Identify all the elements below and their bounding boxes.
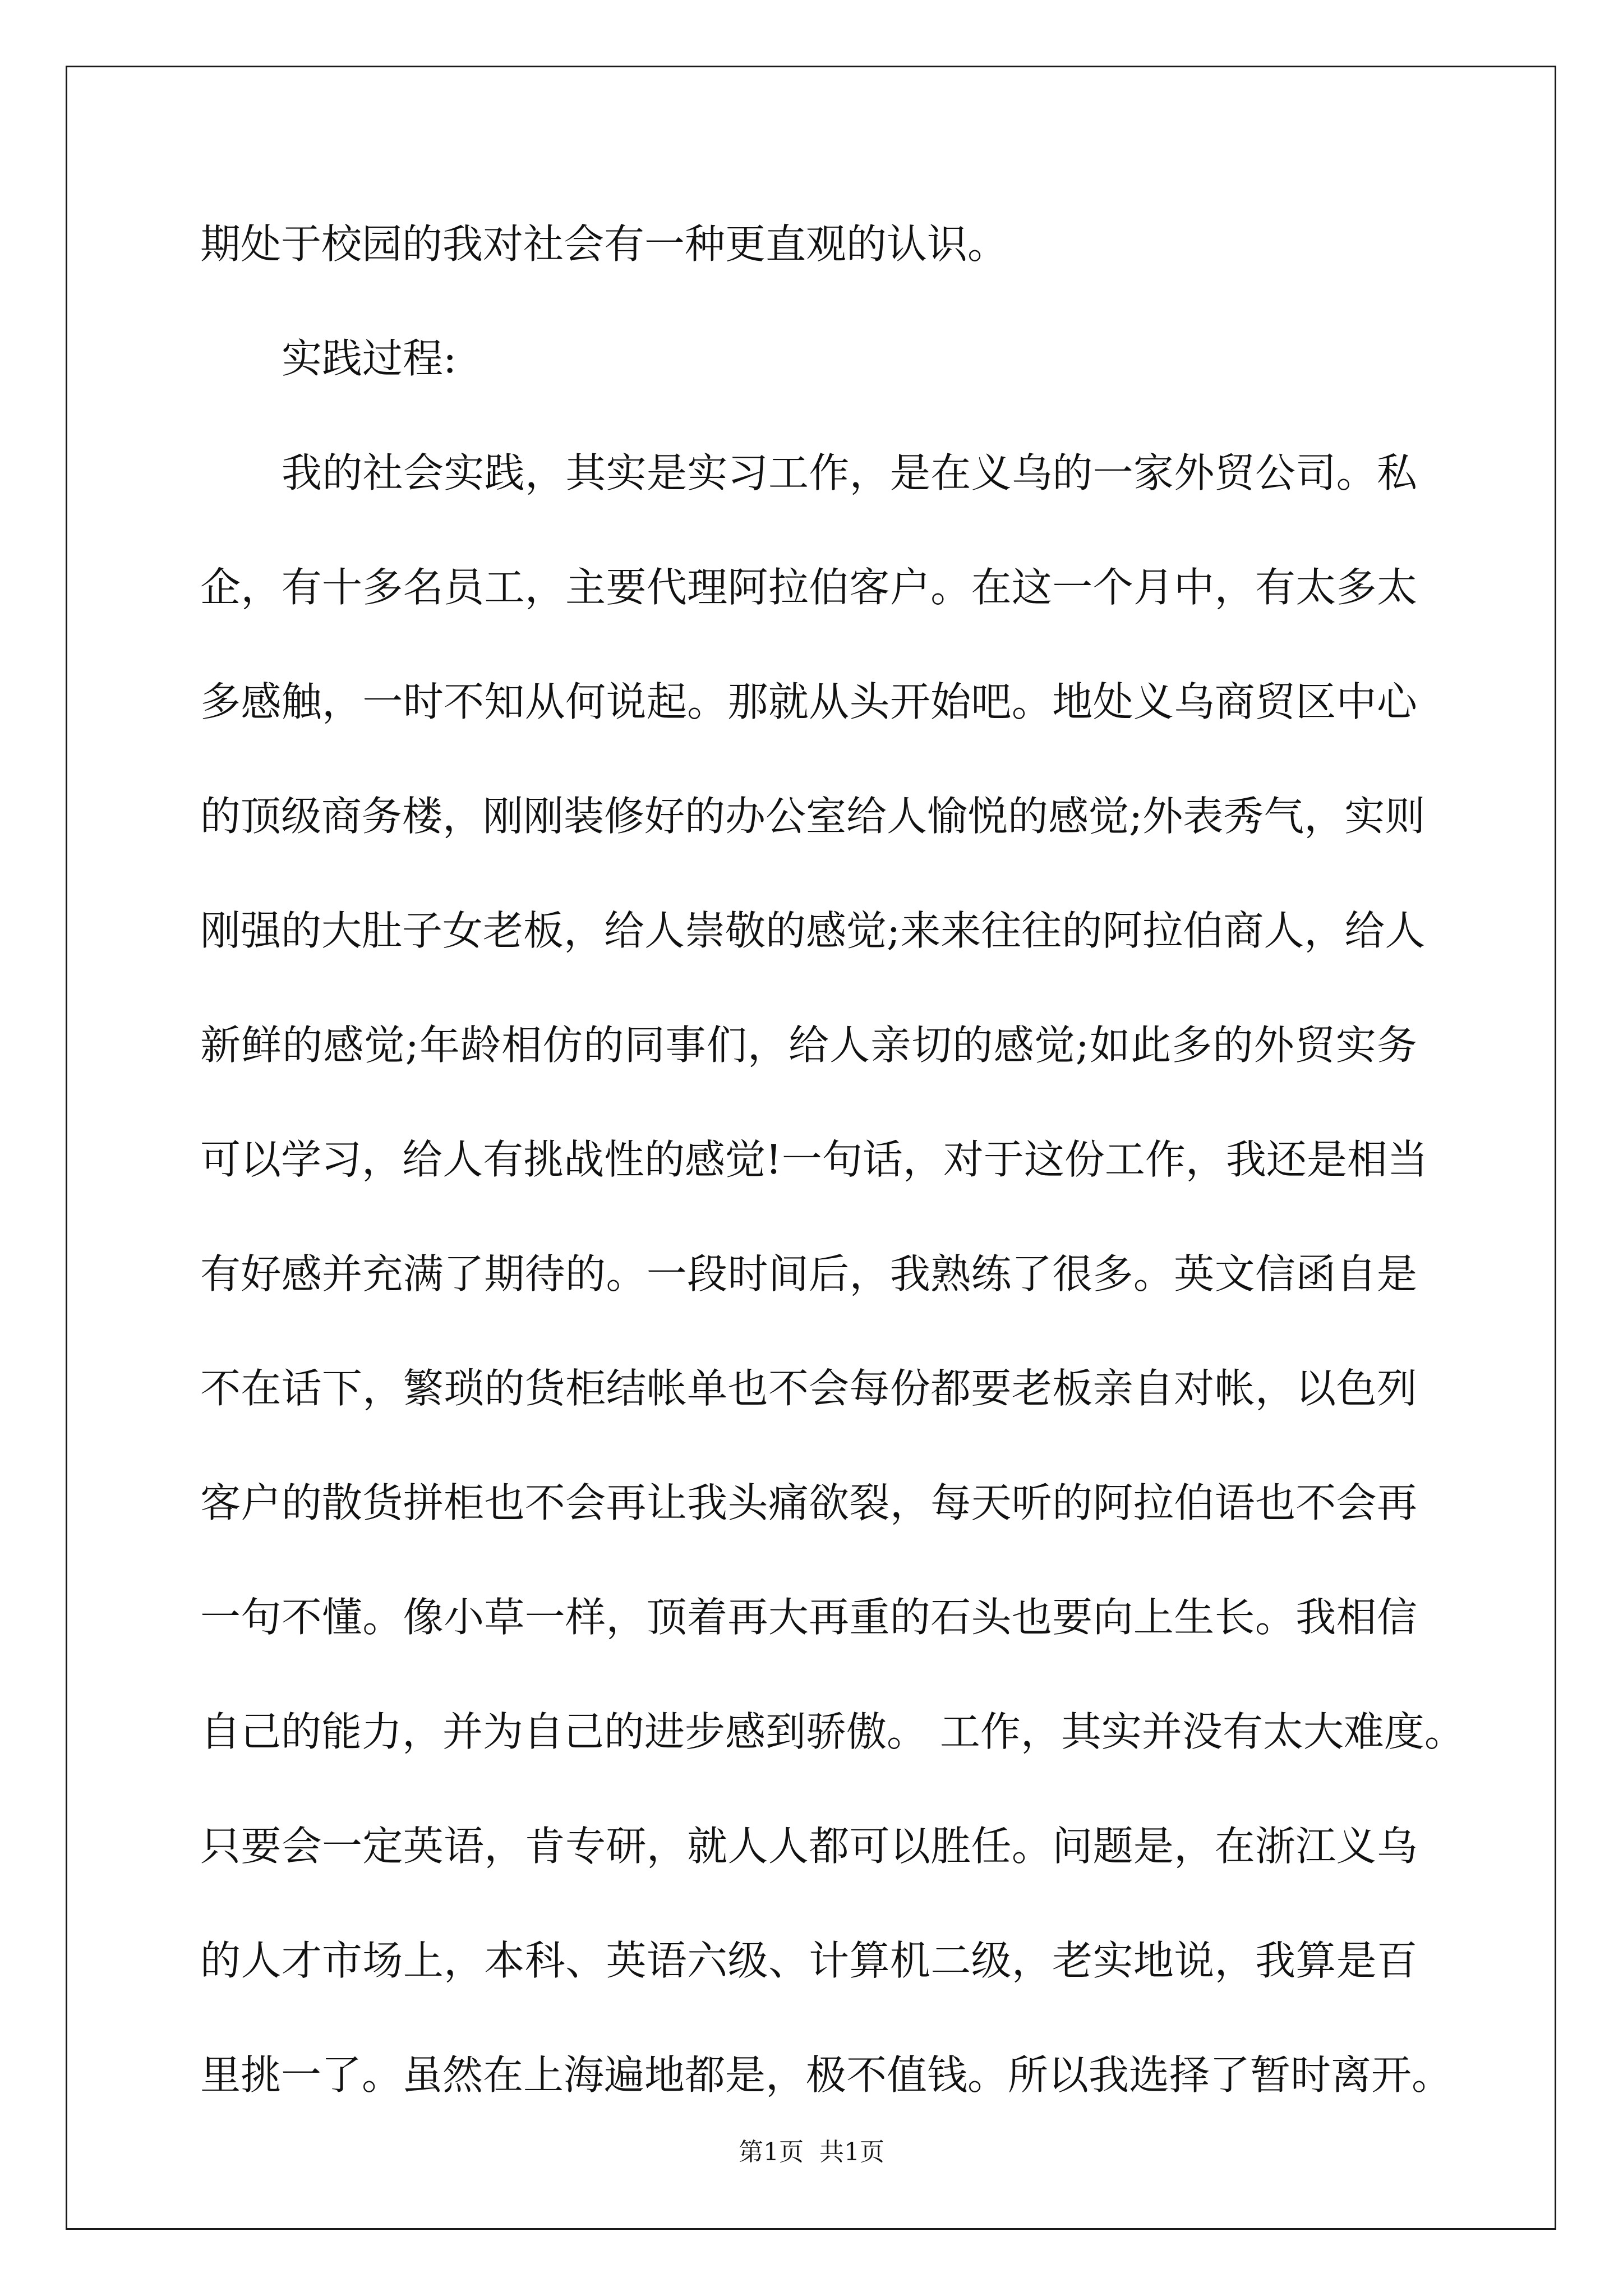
text-line: 有好感并充满了期待的。一段时间后，我熟练了很多。英文信函自是 (200, 1250, 1417, 1297)
text-line: 只要会一定英语，肯专研，就人人都可以胜任。问题是，在浙江义乌 (200, 1823, 1417, 1870)
text-line: 自己的能力，并为自己的进步感到骄傲。 工作，其实并没有太大难度。 (200, 1708, 1465, 1755)
text-line: 客户的散货拼柜也不会再让我头痛欲裂，每天听的阿拉伯语也不会再 (200, 1479, 1417, 1526)
text-line: 不在话下，繁琐的货柜结帐单也不会每份都要老板亲自对帐，以色列 (200, 1365, 1417, 1412)
text-line: 的人才市场上，本科、英语六级、计算机二级，老实地说，我算是百 (200, 1937, 1417, 1984)
text-line: 里挑一了。虽然在上海遍地都是，极不值钱。所以我选择了暂时离开。 (200, 2051, 1453, 2099)
text-line: 新鲜的感觉;年龄相仿的同事们，给人亲切的感觉;如此多的外贸实务 (200, 1022, 1417, 1069)
section-heading: 实践过程: (282, 335, 457, 382)
text-line: 一句不懂。像小草一样，顶着再大再重的石头也要向上生长。我相信 (200, 1594, 1417, 1641)
text-line: 企，有十多名员工，主要代理阿拉伯客户。在这一个月中，有太多太 (200, 564, 1417, 611)
page-number: 第1页 共1页 (739, 2138, 884, 2166)
text-line: 期处于校园的我对社会有一种更直观的认识。 (200, 220, 1008, 268)
text-line: 的顶级商务楼，刚刚装修好的办公室给人愉悦的感觉;外表秀气，实则 (200, 793, 1426, 840)
text-line: 可以学习，给人有挑战性的感觉!一句话，对于这份工作，我还是相当 (200, 1136, 1428, 1183)
text-line: 我的社会实践，其实是实习工作，是在义乌的一家外贸公司。私 (282, 449, 1417, 496)
text-line: 刚强的大肚子女老板，给人崇敬的感觉;来来往往的阿拉伯商人，给人 (200, 907, 1426, 954)
text-line: 多感触，一时不知从何说起。那就从头开始吧。地处义乌商贸区中心 (200, 678, 1417, 725)
